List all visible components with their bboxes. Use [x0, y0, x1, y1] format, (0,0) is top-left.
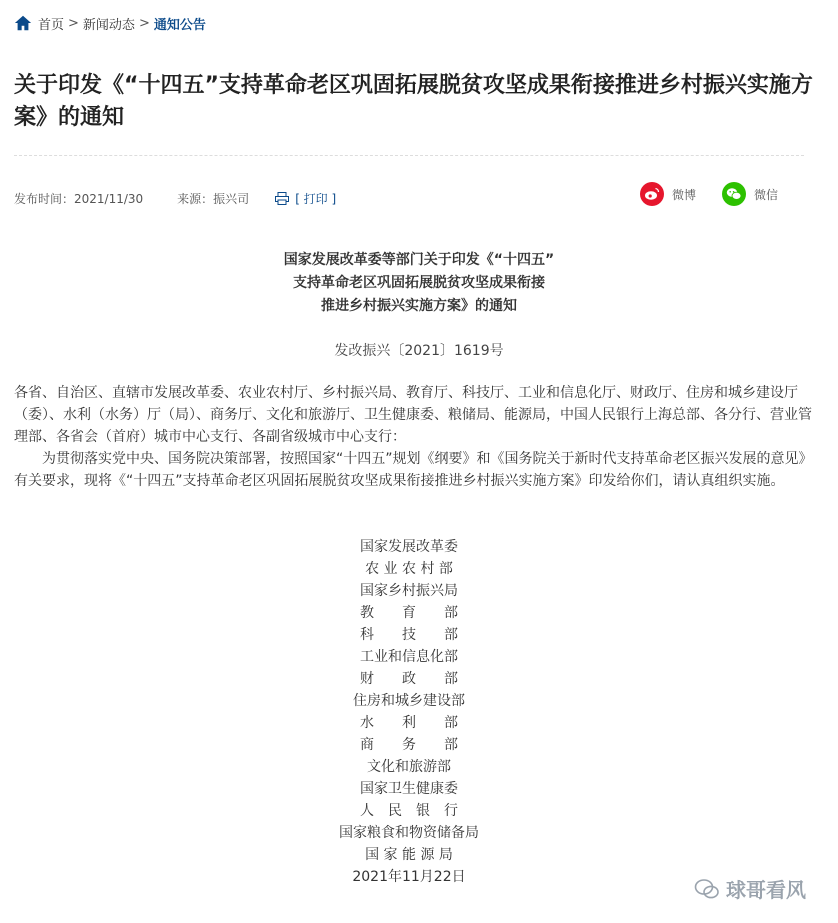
- signer: 商 务 部: [360, 737, 458, 753]
- wechat-channel-icon: [694, 878, 720, 900]
- signer: 工业和信息化部: [360, 649, 458, 665]
- signer: 国家发展改革委: [360, 539, 458, 555]
- signer: 农 业 农 村 部: [365, 561, 453, 577]
- recipients-paragraph: 各省、自治区、直辖市发展改革委、农业农村厅、乡村振兴局、教育厅、科技厅、工业和信息化厅、财政厅、住房和城乡建设厅（委）、水利（水务）厅（局）、商务厅、文化和旅游厅、卫生健康委、粮储局、能源局，中国人民银行上海总部、各分行、营业管理部、各省会（首府）城市中心支行、各副省级城市中心支行：: [14, 385, 812, 445]
- page-title: 关于印发《“十四五”支持革命老区巩固拓展脱贫攻坚成果衔接推进乡村振兴实施方案》的通知: [14, 73, 813, 130]
- signer: 教 育 部: [360, 605, 458, 621]
- document-title-line: 国家发展改革委等部门关于印发《“十四五”: [283, 252, 555, 268]
- print-button[interactable]: [275, 190, 336, 207]
- divider: [14, 155, 804, 156]
- source: 来源：振兴司: [177, 191, 250, 206]
- breadcrumb: [14, 12, 206, 34]
- share-weibo-button[interactable]: [640, 182, 696, 206]
- signer: 国家乡村振兴局: [360, 583, 458, 599]
- signer: 财 政 部: [360, 671, 458, 687]
- publish-time: 发布时间：2021/11/30: [14, 191, 144, 206]
- document-title-line: 支持革命老区巩固拓展脱贫攻坚成果衔接: [293, 275, 545, 291]
- signer: 国 家 能 源 局: [365, 847, 453, 863]
- signer: 国家粮食和物资储备局: [339, 825, 479, 841]
- breadcrumb-news-link[interactable]: 新闻动态: [82, 17, 135, 33]
- breadcrumb-home-link[interactable]: 首页: [38, 17, 65, 33]
- weibo-label: 微博: [672, 187, 697, 202]
- breadcrumb-current[interactable]: 通知公告: [153, 17, 206, 33]
- signer: 水 利 部: [360, 715, 458, 731]
- breadcrumb-separator: >: [138, 15, 150, 31]
- wechat-icon: [722, 182, 746, 206]
- signing-date: 2021年11月22日: [352, 869, 466, 885]
- print-label: [ 打印 ]: [295, 191, 337, 206]
- signer: 文化和旅游部: [367, 759, 451, 775]
- body-paragraph: 为贯彻落实党中央、国务院决策部署，按照国家“十四五”规划《纲要》和《国务院关于新时代支持革命老区振兴发展的意见》有关要求，现将《“十四五”支持革命老区巩固拓展脱贫攻坚成果衔接推进乡村振兴实施方案》印发给你们，请认真组织实施。: [14, 451, 813, 489]
- home-icon[interactable]: [14, 14, 32, 32]
- printer-icon: [275, 192, 289, 205]
- document-title: [0, 249, 838, 318]
- document-number: 发改振兴〔2021〕1619号: [334, 343, 504, 359]
- wechat-label: 微信: [754, 187, 779, 202]
- breadcrumb-separator: >: [68, 15, 79, 31]
- weibo-icon: [640, 182, 664, 206]
- watermark-text: 球哥看风: [726, 878, 806, 902]
- signer: 科 技 部: [360, 627, 458, 643]
- article-meta: [14, 188, 336, 208]
- signer: 住房和城乡建设部: [353, 693, 465, 709]
- document-title-line: 推进乡村振兴实施方案》的通知: [321, 298, 517, 314]
- signers-list: [0, 536, 818, 888]
- signer: 国家卫生健康委: [360, 781, 458, 797]
- signer: 人 民 银 行: [360, 803, 458, 819]
- watermark: [694, 874, 806, 903]
- share-wechat-button[interactable]: [722, 182, 778, 206]
